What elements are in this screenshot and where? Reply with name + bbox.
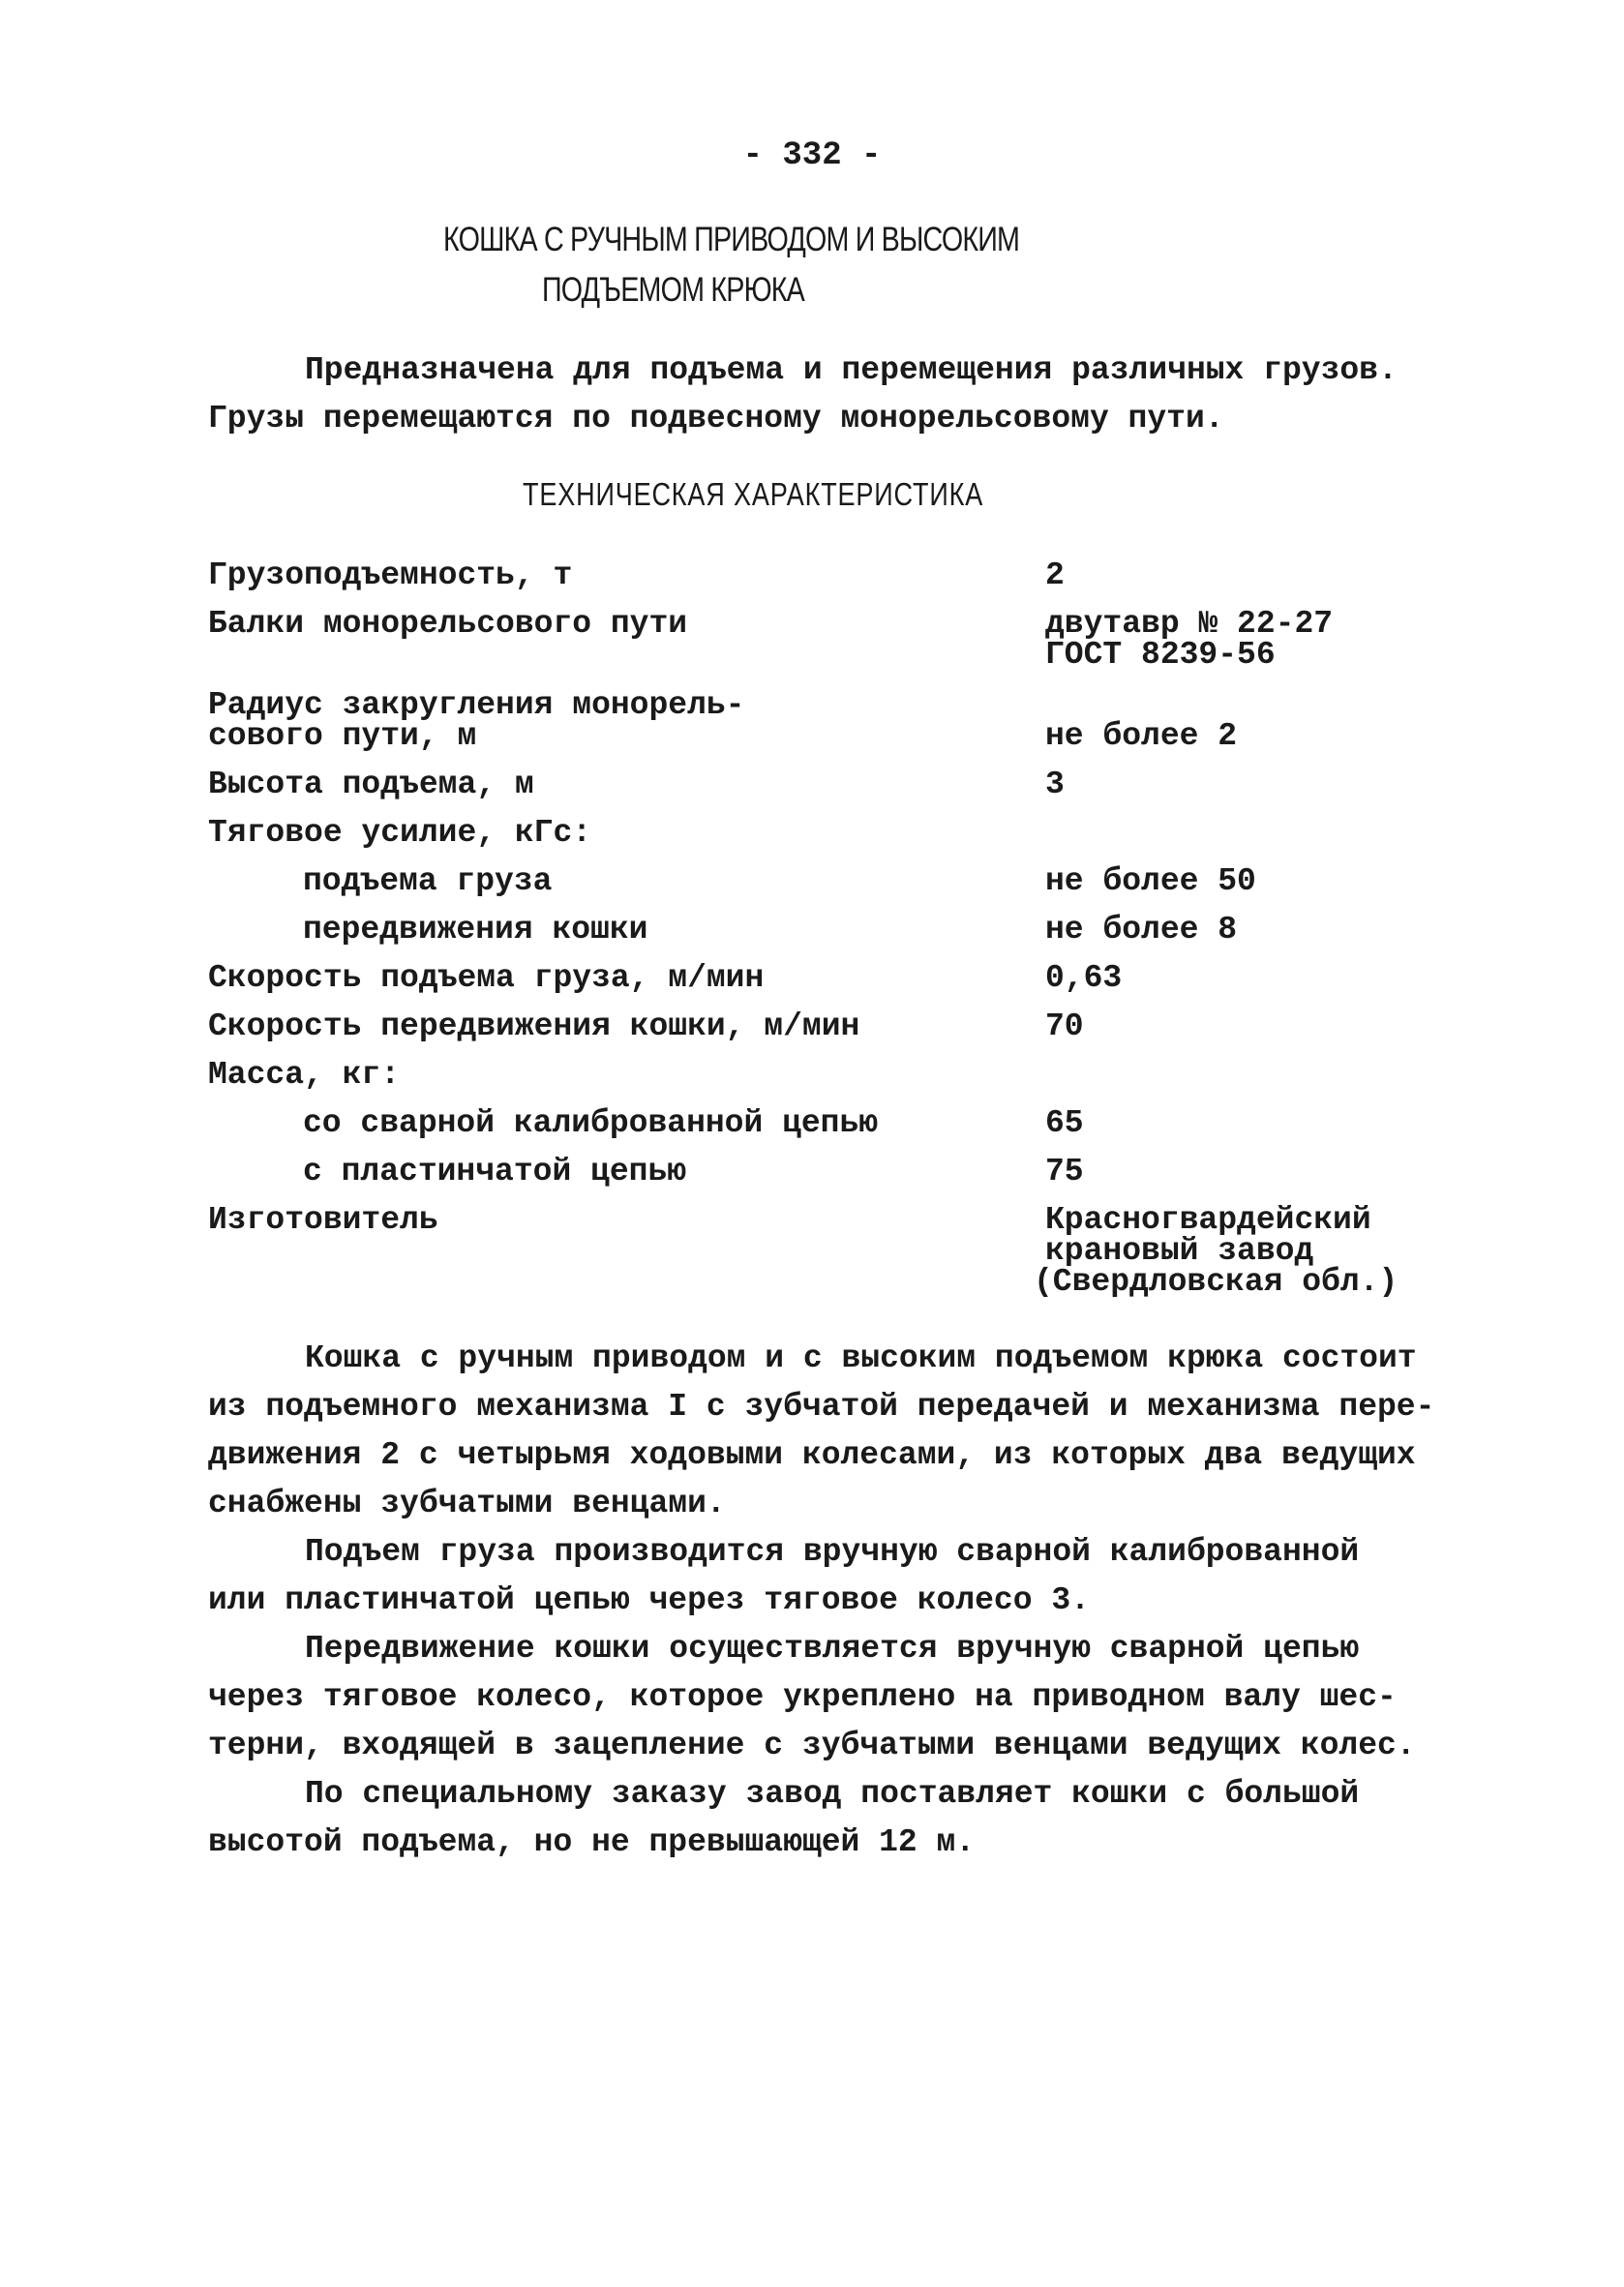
body-p4-line-2: высотой подъема, но не превышающей 12 м.: [208, 1824, 976, 1860]
spec-heading: ТЕХНИЧЕСКАЯ ХАРАКТЕРИСТИКА: [523, 476, 984, 512]
spec-force-lift-value: не более 50: [1045, 863, 1256, 899]
spec-speed-lift-label: Скорость подъема груза, м/мин: [208, 960, 765, 996]
spec-capacity-value: 2: [1045, 557, 1065, 593]
spec-radius-label-2: сового пути, м: [208, 718, 477, 754]
spec-maker-value-2: крановый завод: [1045, 1233, 1314, 1269]
body-p3-line-3: терни, входящей в зацепление с зубчатыми венцами ведущих колес.: [208, 1728, 1416, 1763]
body-p3-line-2: через тяговое колесо, которое укреплено на приводном валу шес-: [208, 1679, 1397, 1715]
spec-mass-chain1-value: 65: [1045, 1105, 1084, 1141]
spec-force-label: Тяговое усилие, кГс:: [208, 815, 592, 851]
spec-radius-label-1: Радиус закругления монорель-: [208, 687, 745, 723]
body-p3-line-1: Передвижение кошки осуществляется вручную сварной цепью: [305, 1631, 1360, 1667]
body-p4-line-1: По специальному заказу завод поставляет кошки с большой: [305, 1776, 1360, 1812]
body-p2-line-1: Подъем груза производится вручную сварной калиброванной: [305, 1534, 1360, 1570]
spec-height-label: Высота подъема, м: [208, 767, 534, 802]
body-p1-line-2: из подъемного механизма I с зубчатой передачей и механизма пере-: [208, 1389, 1435, 1425]
spec-mass-chain2-value: 75: [1045, 1154, 1084, 1189]
spec-height-value: 3: [1045, 767, 1065, 802]
spec-mass-chain2-label: с пластинчатой цепью: [303, 1154, 687, 1189]
spec-beams-value-1: двутавр № 22-27: [1045, 606, 1334, 642]
spec-force-move-label: передвижения кошки: [303, 912, 648, 948]
body-p1-line-3: движения 2 с четырьмя ходовыми колесами, из которых два ведущих: [208, 1437, 1416, 1473]
spec-mass-label: Масса, кг:: [208, 1057, 401, 1093]
page-number: - 332 -: [742, 137, 882, 174]
spec-speed-move-value: 70: [1045, 1008, 1084, 1044]
spec-mass-chain1-label: со сварной калиброванной цепью: [303, 1105, 879, 1141]
spec-maker-value-1: Красногвардейский: [1045, 1202, 1371, 1238]
intro-line-2: Грузы перемещаются по подвесному монорельсовому пути.: [208, 401, 1224, 436]
spec-maker-label: Изготовитель: [208, 1202, 438, 1238]
spec-force-move-value: не более 8: [1045, 912, 1238, 948]
document-title-line-2: ПОДЪЕМОМ КРЮКА: [542, 271, 804, 309]
document-title-line-1: КОШКА С РУЧНЫМ ПРИВОДОМ И ВЫСОКИМ: [443, 221, 1020, 258]
body-p1-line-1: Кошка с ручным приводом и с высоким подъемом крюка состоит: [305, 1340, 1417, 1376]
intro-line-1: Предназначена для подъема и перемещения различных грузов.: [305, 352, 1398, 388]
body-p2-line-2: или пластинчатой цепью через тяговое колесо 3.: [208, 1582, 1090, 1618]
spec-capacity-label: Грузоподъемность, т: [208, 557, 573, 593]
spec-speed-lift-value: 0,63: [1045, 960, 1123, 996]
spec-radius-value: не более 2: [1045, 718, 1238, 754]
spec-maker-value-3: (Свердловская обл.): [1034, 1264, 1398, 1300]
spec-beams-value-2: ГОСТ 8239-56: [1045, 637, 1276, 673]
body-p1-line-4: снабжены зубчатыми венцами.: [208, 1486, 726, 1521]
spec-speed-move-label: Скорость передвижения кошки, м/мин: [208, 1008, 860, 1044]
spec-beams-label: Балки монорельсового пути: [208, 606, 688, 642]
spec-force-lift-label: подъема груза: [303, 863, 553, 899]
